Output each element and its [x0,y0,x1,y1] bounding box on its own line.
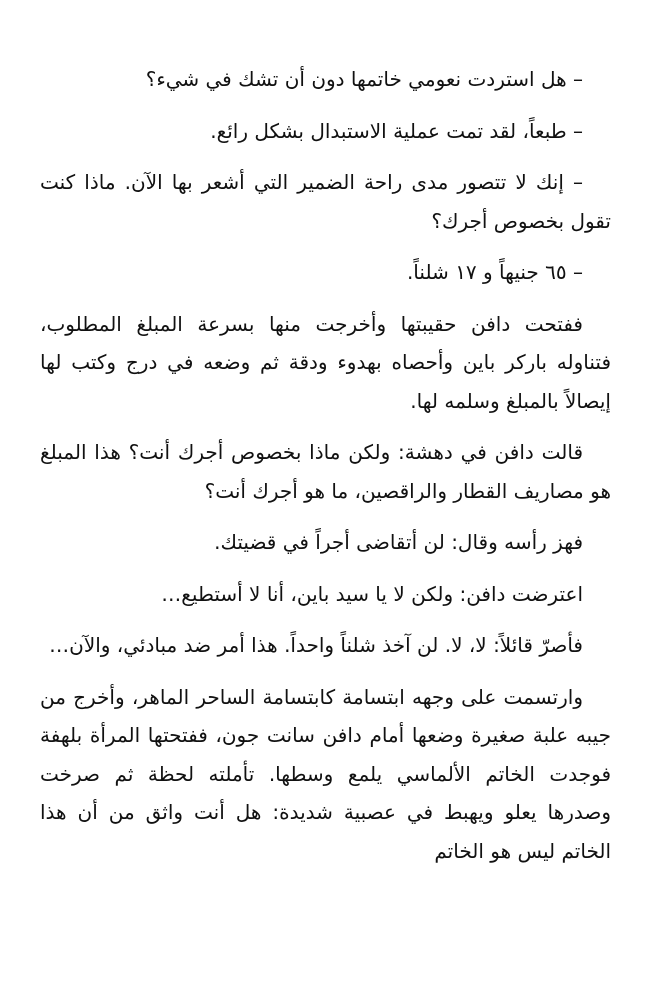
narrative-paragraph: قالت دافن في دهشة: ولكن ماذا بخصوص أجرك أنت؟ هذا المبلغ هو مصاريف القطار والراقصين، ما هو أجرك أنت؟ [40,440,611,503]
narrative-paragraph: فهز رأسه وقال: لن أتقاضى أجراً في قضيتك. [214,530,583,554]
dialogue-line: – هل استردت نعومي خاتمها دون أن تشك في شيء؟ [145,67,583,91]
dialogue-line: – ٦٥ جنيهاً و ١٧ شلناً. [406,260,583,284]
narrative-paragraph: اعترضت دافن: ولكن لا يا سيد باين، أنا لا أستطيع… [161,581,583,606]
narrative-paragraph: فأصرّ قائلاً: لا، لا. لن آخذ شلناً واحداً. هذا أمر ضد مبادئي، والآن… [49,633,583,657]
dialogue-line: – إنك لا تتصور مدى راحة الضمير التي أشعر بها الآن. ماذا كنت تقول بخصوص أجرك؟ [40,170,611,233]
dialogue-line: – طبعاً، لقد تمت عملية الاستبدال بشكل رائع. [210,118,583,143]
narrative-paragraph: ففتحت دافن حقيبتها وأخرجت منها بسرعة المبلغ المطلوب، فتناوله باركر باين وأحصاه بهدوء ودقة ثم وضعه في درج وكتب لها إيصالاً بالمبلغ وسلمه لها. [40,311,611,413]
narrative-paragraph: وارتسمت على وجهه ابتسامة كابتسامة الساحر الماهر، وأخرج من جيبه علبة صغيرة وضعها أمام دافن سانت جون، ففتحتها المرأة بلهفة فوجدت الخاتم الألماسي يلمع وسطها. تأملته لحظة ثم صرخت وصدرها يعلو ويهبط في عصبية شديدة: هل أنت واثق من أن هذا الخاتم ليس هو الخاتم [40,684,611,863]
book-page [40,60,611,990]
